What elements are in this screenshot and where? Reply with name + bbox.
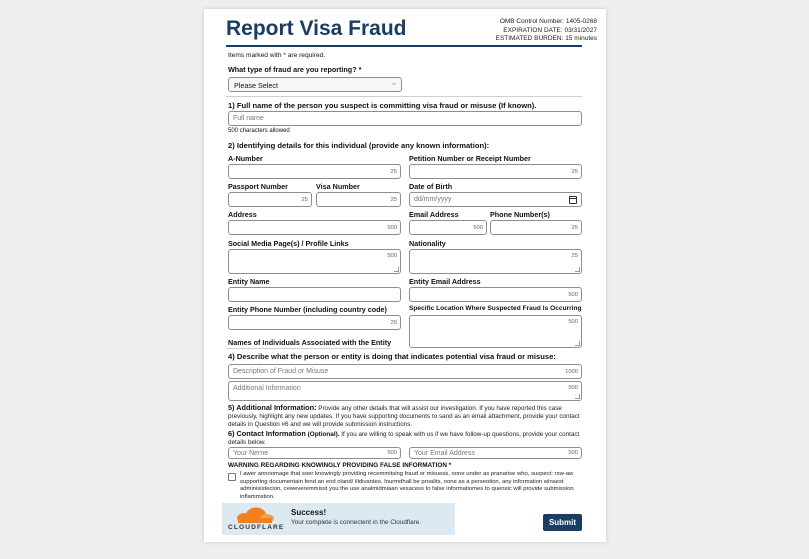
address-input[interactable] (228, 220, 401, 235)
email-input[interactable] (409, 220, 487, 235)
q2-label: 2) Identifying details for this individual (provide any known information): (228, 141, 490, 150)
nationality-count: 25 (571, 252, 578, 259)
captcha-success-title: Success! (291, 508, 327, 517)
full-name-char-note: 500 characters allowed (228, 128, 290, 134)
estimated-burden: ESTIMATED BURDEN: 15 minutes (495, 35, 597, 43)
fraud-type-label: What type of fraud are you reporting? * (228, 65, 362, 74)
entity-name-input[interactable] (228, 287, 401, 302)
contact-email-count: 500 (568, 450, 578, 456)
cloudflare-widget (222, 503, 455, 535)
warning-text: I awer annoomage that soer knowingly providing recemmitsing fraud or misuess, oone under as pranarise who, suspect: rsw-aw supporting documentain fend an end oland/ ilidivantes. Inurmdhall be proalits, oone as a perseotion, any information wlnsest adminisistecion, ceweveremmisst you the use analmidmiaan vesacess to false informatiomes to quensic will provide submission inflammstion. (240, 471, 574, 501)
nationality-textarea[interactable] (409, 249, 582, 274)
phone-count: 25 (571, 224, 578, 231)
nationality-label: Nationality (409, 239, 446, 248)
entity-phone-count: 25 (390, 319, 397, 326)
individuals-label: Names of Individuals Associated with the Entity (228, 338, 392, 347)
fraud-type-value: Please Select (234, 81, 278, 90)
q6-optional: (Optional). (307, 431, 340, 438)
report-form (204, 9, 606, 542)
q6-block (228, 430, 582, 447)
contact-name-input[interactable] (228, 447, 401, 459)
dob-label: Date of Birth (409, 182, 453, 191)
a-number-count: 25 (390, 168, 397, 175)
captcha-success-message: Your complete is connectent in the Cloudflare. (291, 519, 422, 526)
entity-phone-input[interactable] (228, 315, 401, 330)
social-media-textarea[interactable] (228, 249, 401, 274)
cloudflare-wordmark: CLOUDFLARE (228, 524, 285, 531)
cloudflare-cloud-icon (232, 507, 276, 523)
address-count: 500 (387, 224, 397, 231)
dob-input[interactable] (409, 192, 582, 207)
social-media-count: 500 (387, 252, 397, 259)
email-label: Email Address (409, 210, 459, 219)
q6-heading: 6) Contact Information (228, 429, 306, 438)
fraud-description-count: 1000 (565, 368, 578, 375)
warning-heading: WARNING REGARDING KNOWINGLY PROVIDING FALSE INFORMATION * (228, 462, 452, 469)
q1-label: 1) Full name of the person you suspect is committing visa fraud or misuse (If known). (228, 101, 537, 110)
individuals-underline (226, 348, 390, 349)
entity-email-count: 500 (568, 291, 578, 298)
contact-name-count: 500 (387, 450, 397, 456)
expiration-date: EXPIRATION DATE: 03/31/2027 (503, 26, 597, 34)
fraud-description-input[interactable] (228, 364, 582, 379)
additional-info-placeholder: Additional Information (233, 385, 301, 392)
passport-number-input[interactable] (228, 192, 312, 207)
contact-email-input[interactable] (409, 447, 582, 459)
phone-input[interactable] (490, 220, 582, 235)
title-divider (226, 45, 582, 47)
address-label: Address (228, 210, 257, 219)
omb-info (496, 18, 597, 44)
fraud-description-placeholder: Description of Fraud or Misuse (233, 368, 329, 375)
location-textarea[interactable] (409, 315, 582, 348)
visa-number-input[interactable] (316, 192, 401, 207)
a-number-input[interactable] (228, 164, 401, 179)
entity-phone-label: Entity Phone Number (including country code) (228, 305, 387, 314)
petition-number-count: 25 (571, 168, 578, 175)
q5-block (228, 404, 582, 430)
page-title: Report Visa Fraud (226, 17, 407, 40)
location-count: 500 (568, 318, 578, 325)
visa-number-count: 25 (390, 196, 397, 203)
additional-info-count: 500 (568, 384, 578, 391)
entity-name-label: Entity Name (228, 277, 270, 286)
fraud-type-select[interactable] (228, 77, 402, 92)
contact-email-placeholder: Your Email Address (414, 449, 475, 457)
resize-grip-icon[interactable] (575, 341, 580, 346)
a-number-label: A-Number (228, 154, 263, 163)
section-divider (226, 96, 582, 97)
passport-number-count: 25 (301, 196, 308, 203)
required-note: Items marked with * are required. (228, 52, 326, 59)
additional-info-textarea[interactable] (228, 381, 582, 401)
phone-label: Phone Number(s) (490, 210, 550, 219)
location-label: Specific Location Where Suspected Fraud Is Occurring (409, 305, 582, 312)
dob-placeholder: dd/mm/yyyy (414, 196, 452, 203)
submit-button[interactable]: Submit (543, 514, 582, 531)
email-count: 500 (473, 224, 483, 231)
full-name-placeholder: Full name (233, 115, 264, 122)
q6-text: If you are willing to speak with us if we have follow-up questions, provide your contact details below. (228, 431, 580, 447)
chevron-down-icon: ⌵ (391, 81, 396, 87)
resize-grip-icon[interactable] (394, 267, 399, 272)
full-name-input[interactable] (228, 111, 582, 126)
q5-text: Provide any other details that will assist our investigation. If you have reported this case previously, highlight any new updates. If you have supporting documents to sand as an email attachment, provide your contact details in Question #6 and we will provide submission instructions. (228, 405, 580, 429)
social-media-label: Social Media Page(s) / Profile Links (228, 239, 349, 248)
visa-number-label: Visa Number (316, 182, 360, 191)
entity-email-input[interactable] (409, 287, 582, 302)
q5-heading: 5) Additional Information: (228, 403, 317, 412)
omb-control-number: OMB Control Number: 1405-0268 (499, 18, 597, 25)
petition-number-input[interactable] (409, 164, 582, 179)
calendar-icon[interactable] (569, 196, 577, 204)
petition-number-label: Petition Number or Receipt Number (409, 154, 531, 163)
entity-email-label: Entity Email Address (409, 277, 481, 286)
acknowledge-checkbox[interactable] (228, 473, 236, 481)
resize-grip-icon[interactable] (575, 267, 580, 272)
passport-number-label: Passport Number (228, 182, 288, 191)
q4-label: 4) Describe what the person or entity is doing that indicates potential visa fraud or misuse: (228, 352, 556, 361)
resize-grip-icon[interactable] (575, 394, 580, 399)
contact-name-placeholder: Your Nerne (233, 449, 269, 457)
